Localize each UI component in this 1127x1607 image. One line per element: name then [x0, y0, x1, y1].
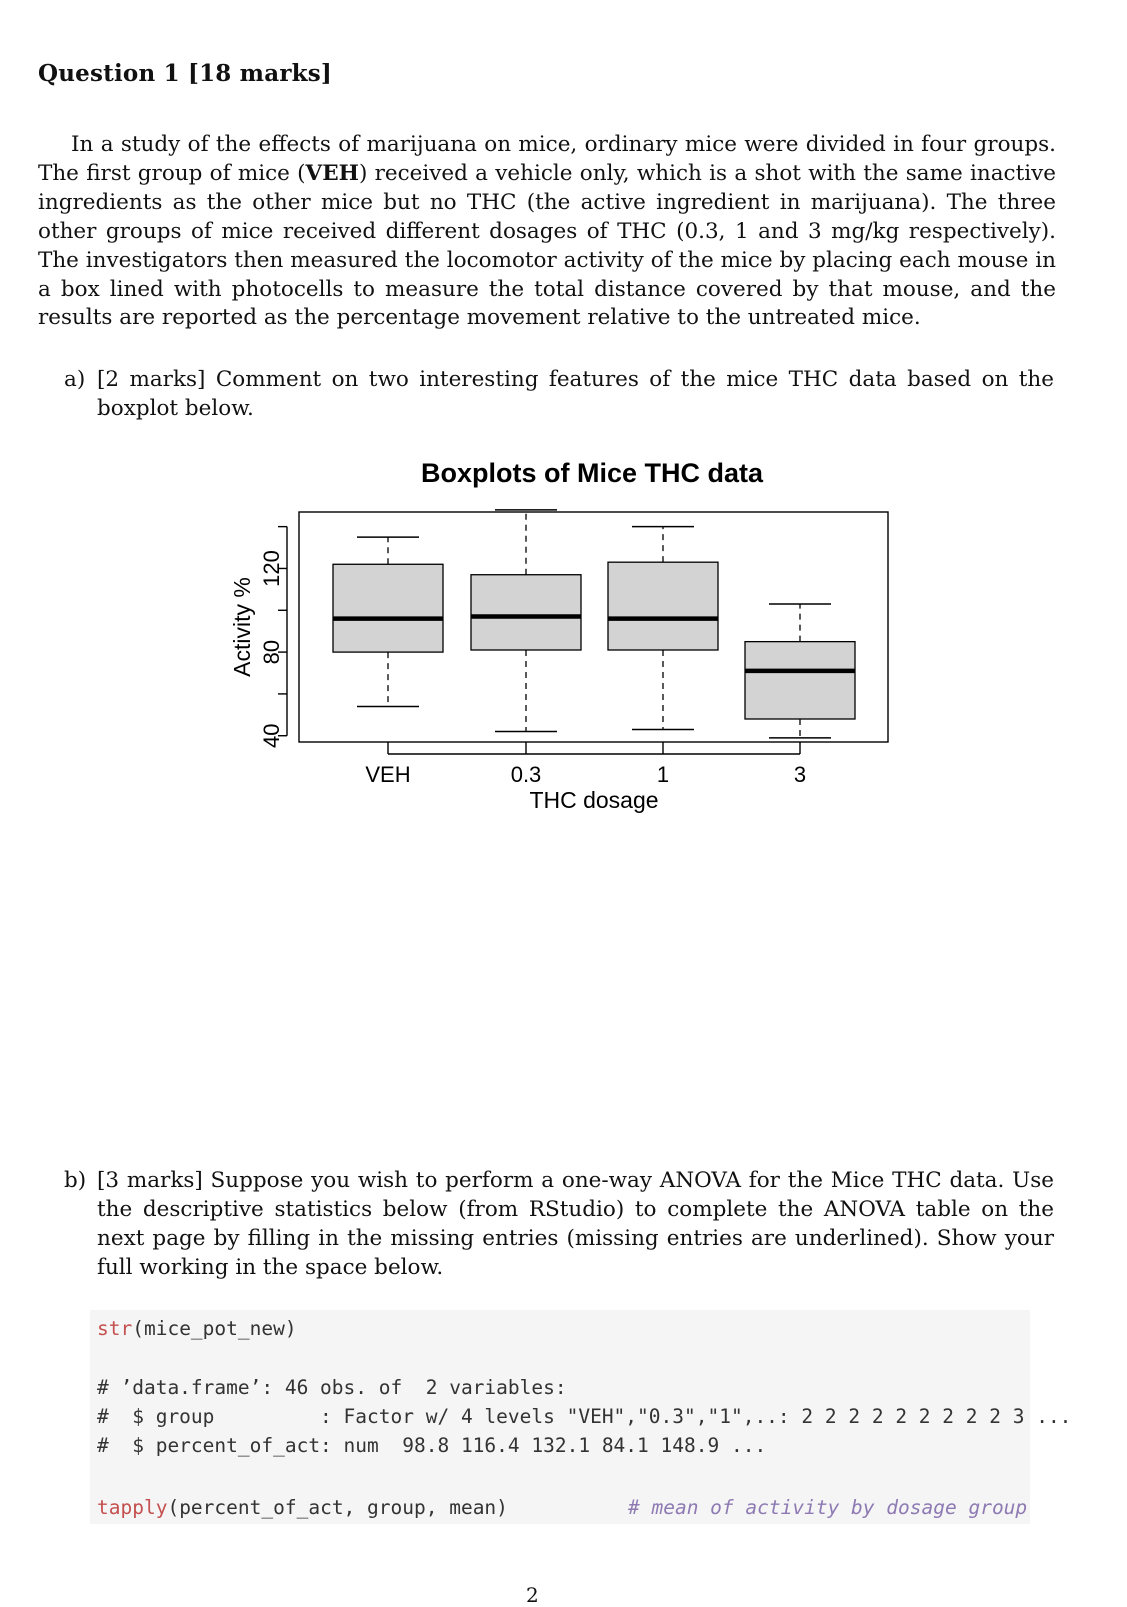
- box-1-iqr: [608, 562, 718, 650]
- part-b-text: [3 marks] Suppose you wish to perform a one-way ANOVA for the Mice THC data. Use the descriptive statistics below (from RStudio) to complete the ANOVA table on the next page by filling in the missing entries (missing entries are underlined). Show your full working in the space below.: [97, 1168, 1054, 1280]
- intro-text-1: In a study of the effects of marijuana on mice, ordinary mice were divided in four groups. The first group of mice (: [38, 132, 1056, 186]
- part-a-label: a): [64, 367, 86, 392]
- y-axis-label: Activity %: [229, 577, 255, 677]
- part-b: [64, 1167, 1054, 1283]
- code-output-2: # $ group : Factor w/ 4 levels "VEH","0.3","1",..: 2 2 2 2 2 2 2 2 2 3 ...: [97, 1405, 1072, 1428]
- code-line-str: [97, 1317, 297, 1340]
- y-tick-label-40: 40: [259, 723, 284, 748]
- code-args-tapply: (percent_of_act, group, mean): [167, 1496, 508, 1519]
- x-tick-label-0.3: 0.3: [510, 762, 542, 787]
- code-comment: # mean of activity by dosage group: [628, 1496, 1028, 1519]
- code-fn-str: str: [97, 1317, 133, 1340]
- part-b-label: b): [64, 1168, 87, 1193]
- code-args-str: (mice_pot_new): [132, 1317, 297, 1340]
- chart-title: Boxplots of Mice THC data: [420, 458, 764, 488]
- box-VEH-iqr: [333, 564, 443, 652]
- code-output-3: # $ percent_of_act: num 98.8 116.4 132.1 84.1 148.9 ...: [97, 1434, 767, 1457]
- code-fn-tapply: tapply: [97, 1496, 168, 1519]
- box-0.3-iqr: [471, 575, 581, 650]
- x-tick-label-1: 1: [656, 762, 670, 787]
- page-number: 2: [526, 1583, 539, 1607]
- code-line-tapply: [97, 1496, 508, 1519]
- box-3-iqr: [745, 642, 855, 719]
- question-title: Question 1 [18 marks]: [38, 60, 333, 87]
- code-output-1: # ’data.frame’: 46 obs. of 2 variables:: [97, 1376, 567, 1399]
- intro-bold-veh: VEH: [305, 160, 359, 186]
- x-axis-label: THC dosage: [529, 787, 659, 813]
- intro-text-2: ) received a vehicle only, which is a shot with the same inactive ingredients as the other mice but no THC (the active ingredient in marijuana). The three other groups of mice received different dosages of THC (0.3, 1 and 3 mg/kg respectively). The investigators then measured the locomotor activity of the mice by placing each mouse in a box lined with photocells to measure the total distance covered by that mouse, and the results are reported as the percentage movement relative to the untreated mice.: [38, 160, 1056, 331]
- x-tick-label-3: 3: [793, 762, 807, 787]
- x-tick-label-VEH: VEH: [365, 762, 411, 787]
- y-tick-label-120: 120: [259, 550, 284, 587]
- y-tick-label-80: 80: [259, 639, 284, 665]
- part-a-text: [2 marks] Comment on two interesting features of the mice THC data based on the boxplot below.: [97, 367, 1054, 421]
